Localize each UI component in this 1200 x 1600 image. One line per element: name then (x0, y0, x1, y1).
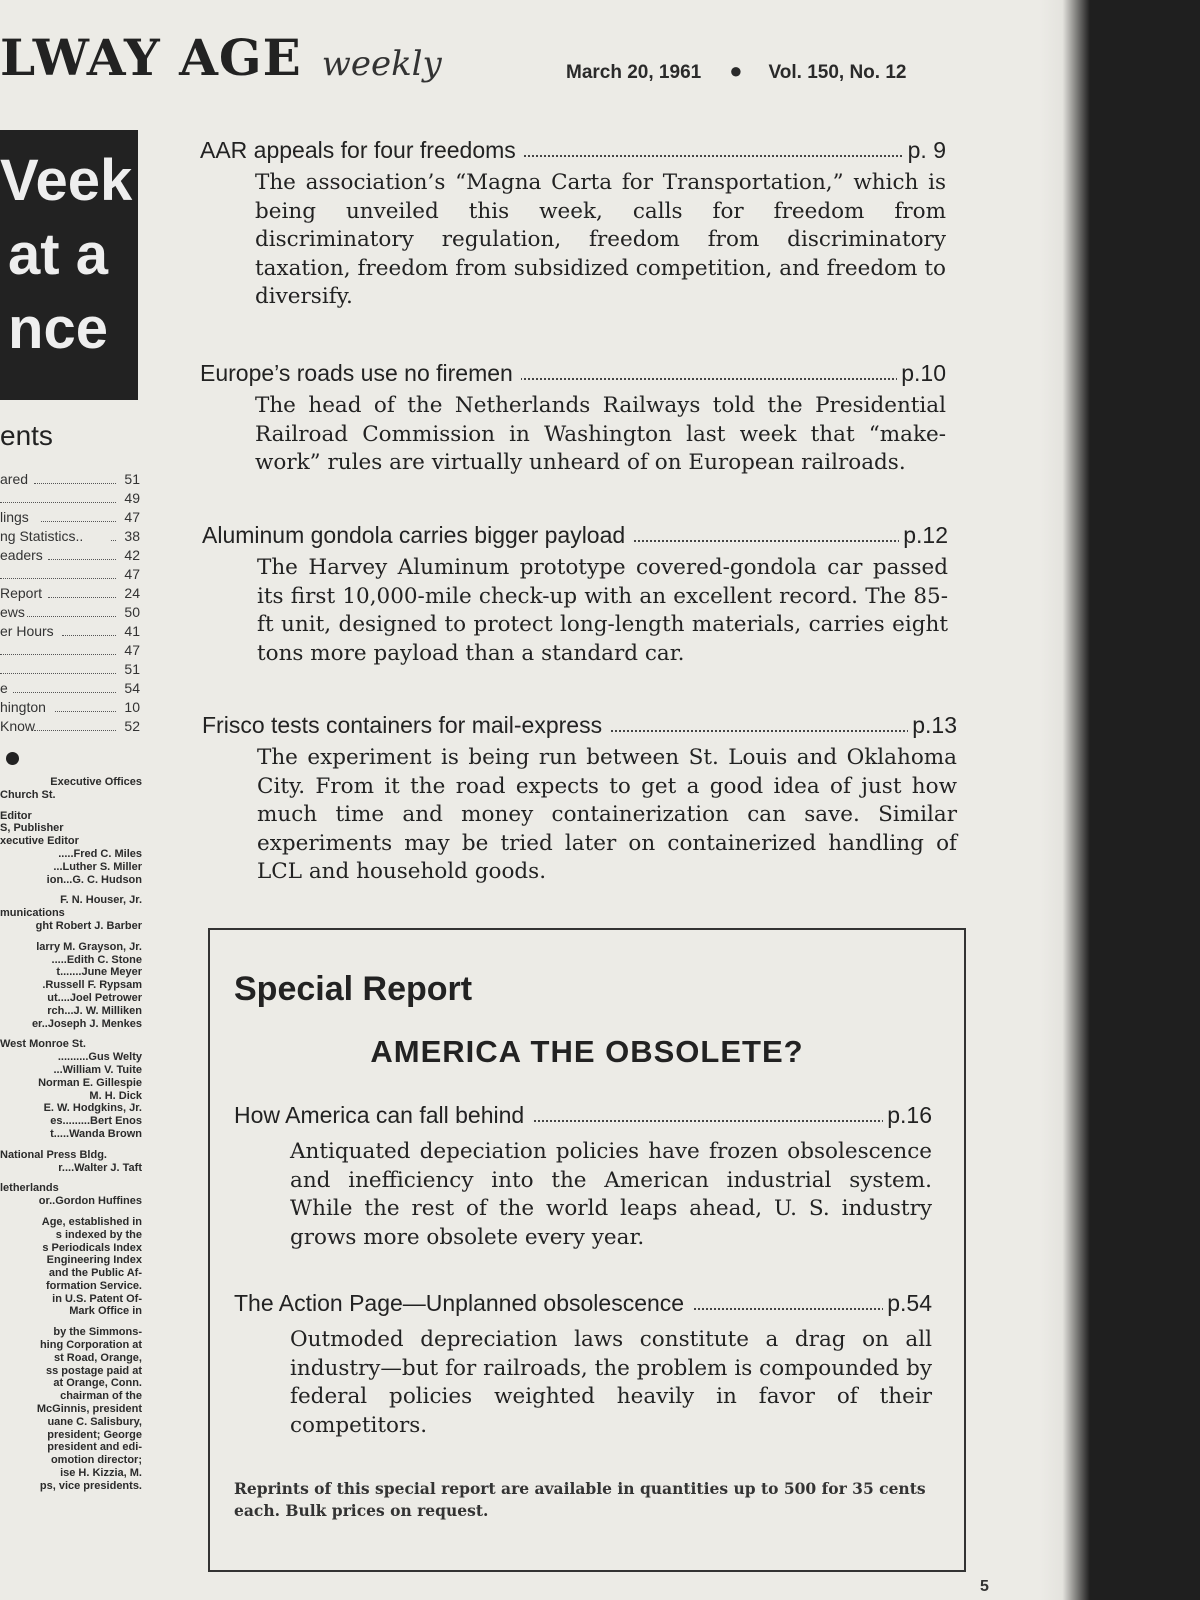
contents-item-page: 42 (124, 547, 140, 563)
staff-line: letherlands (0, 1182, 59, 1195)
contents-item[interactable] (0, 546, 140, 565)
article-frisco (202, 710, 957, 887)
article-headline-row[interactable] (200, 358, 946, 388)
dateline (566, 58, 906, 84)
contents-list (0, 470, 140, 736)
staff-line: ght Robert J. Barber (35, 919, 142, 932)
leader-dots (34, 730, 116, 731)
leader-dots (27, 616, 116, 617)
article-headline: How America can fall behind (234, 1102, 532, 1128)
article-headline: Aluminum gondola carries bigger payload (202, 522, 633, 548)
reprints-note: Reprints of this special report are available in quantities up to 500 for 35 cents each. Bulk prices on request. (234, 1479, 926, 1520)
week-block-line: nce (8, 296, 108, 361)
article-headline-row[interactable] (234, 1288, 932, 1318)
article-headline: Europe’s roads use no firemen (200, 360, 521, 386)
staff-line: s Periodicals Index (42, 1241, 142, 1254)
staff-line: hing Corporation at (39, 1339, 142, 1352)
staff-line: es.........Bert Enos (50, 1115, 142, 1128)
contents-item[interactable] (0, 584, 140, 603)
staff-line: .....Edith C. Stone (51, 953, 142, 966)
leader-dots (0, 673, 116, 674)
contents-item[interactable] (0, 698, 140, 717)
article-page: p.10 (897, 358, 946, 388)
contents-item-page: 47 (124, 509, 140, 525)
staff-line: t.....Wanda Brown (50, 1127, 142, 1140)
special-report-box (208, 928, 966, 1572)
staff-line: formation Service. (46, 1279, 142, 1292)
article-headline-row[interactable] (234, 1100, 932, 1130)
staff-line: uane C. Salisbury, (47, 1415, 142, 1428)
contents-item[interactable] (0, 565, 140, 584)
staff-line: ..........Gus Welty (57, 1051, 142, 1064)
article-summary: Antiquated depeciation policies have frozen obsolescence and inefficiency into the American industrial system. While the rest of the world leaps ahead, U. S. industry grows more obsolete every year. (290, 1139, 932, 1250)
leader-dots (0, 502, 116, 503)
article-page: p.54 (883, 1288, 932, 1318)
leader-dots (13, 692, 116, 693)
staff-masthead (0, 776, 142, 1493)
contents-item[interactable] (0, 717, 140, 736)
article-headline: AAR appeals for four freedoms (200, 137, 524, 163)
leader-dots (48, 559, 116, 560)
article-summary: The experiment is being run between St. Louis and Oklahoma City. From it the road expects to get a good idea of just how much time and money containerization can save. Similar experiments may be tried later on containerized handling of LCL and household goods. (257, 745, 957, 884)
staff-line: rch...J. W. Milliken (47, 1004, 142, 1017)
staff-line: in U.S. Patent Of- (52, 1292, 142, 1305)
staff-line: M. H. Dick (89, 1089, 142, 1102)
contents-item-page: 24 (124, 585, 140, 601)
contents-item-page: 51 (124, 661, 140, 677)
contents-item-page: 52 (124, 718, 140, 734)
week-block-line: at a (8, 222, 108, 287)
staff-gap (0, 886, 142, 894)
masthead-subtitle: weekly (321, 44, 442, 84)
staff-line: ...William V. Tuite (53, 1063, 142, 1076)
staff-gap (0, 802, 142, 810)
staff-line: larry M. Grayson, Jr. (36, 940, 142, 953)
week-at-a-glance-block (0, 130, 138, 400)
issue-date: March 20, 1961 (566, 62, 702, 83)
staff-line: F. N. Houser, Jr. (60, 894, 142, 907)
staff-line: Editor (0, 809, 32, 822)
staff-line: Engineering Index (46, 1254, 142, 1267)
staff-line: ion...G. C. Hudson (46, 873, 142, 886)
staff-line: omotion director; (50, 1454, 142, 1467)
staff-line: xecutive Editor (0, 835, 79, 848)
staff-gap (0, 1174, 142, 1182)
contents-heading: ents (0, 420, 53, 451)
contents-item-page: 38 (124, 528, 140, 544)
staff-line: S, Publisher (0, 822, 64, 835)
special-report-title: Special Report (234, 970, 473, 1008)
staff-line: Church St. (0, 788, 56, 801)
article-headline-row[interactable] (200, 135, 946, 165)
contents-item[interactable] (0, 470, 140, 489)
contents-item[interactable] (0, 603, 140, 622)
staff-line: ise H. Kizzia, M. (60, 1467, 142, 1480)
contents-item[interactable] (0, 527, 140, 546)
staff-line: .....Fred C. Miles (58, 847, 142, 860)
contents-item-title: lings (0, 509, 29, 525)
contents-item-title: e (0, 680, 8, 696)
week-block-line: Veek (0, 148, 133, 213)
staff-line: ut....Joel Petrower (47, 991, 142, 1004)
leader-dots (34, 483, 116, 484)
masthead (0, 28, 442, 87)
staff-line: West Monroe St. (0, 1038, 86, 1051)
leader-dots (62, 635, 116, 636)
article-summary: The Harvey Aluminum prototype covered-gondola car passed its first 10,000-mile check-up with an excellent record. The 85-ft unit, designed to protect long-length materials, carries eight tons more payload than a standard car. (257, 555, 948, 666)
staff-line: by the Simmons- (53, 1326, 142, 1339)
contents-item-page: 10 (124, 699, 140, 715)
contents-item-page: 50 (124, 604, 140, 620)
contents-item-page: 47 (124, 642, 140, 658)
staff-line: at Orange, Conn. (53, 1377, 142, 1390)
leader-dots (55, 711, 116, 712)
contents-item-title: er Hours (0, 623, 54, 639)
staff-gap (0, 1318, 142, 1326)
staff-line: Norman E. Gillespie (38, 1076, 142, 1089)
article-summary: Outmoded depreciation laws constitute a drag on all industry—but for railroads, the problem is compounded by federal policies weighted heavily in favor of their competitors. (290, 1327, 932, 1438)
staff-line: Mark Office in (69, 1305, 142, 1318)
leader-dots (111, 540, 116, 541)
article-aluminum-gondola (202, 520, 948, 668)
article-summary: The head of the Netherlands Railways told the Presidential Railroad Commission in Washington last week that “make-work” rules are virtually unheard of on European railroads. (255, 393, 946, 475)
contents-item-page: 54 (124, 680, 140, 696)
staff-line: r....Walter J. Taft (58, 1161, 142, 1174)
contents-item-title: ews (0, 604, 25, 620)
special-report-item (234, 1100, 932, 1252)
staff-line: s indexed by the (55, 1228, 142, 1241)
leader-dots (0, 578, 116, 579)
contents-item[interactable] (0, 679, 140, 698)
staff-line: E. W. Hodgkins, Jr. (43, 1102, 142, 1115)
article-aar (200, 135, 946, 312)
leader-dots (0, 654, 116, 655)
bullet-icon (6, 752, 19, 765)
article-headline-row[interactable] (202, 520, 948, 550)
page-edge-shadow (1040, 0, 1090, 1600)
staff-gap (0, 1208, 142, 1216)
contents-item[interactable] (0, 660, 140, 679)
staff-line: ...Luther S. Miller (53, 860, 142, 873)
page-number: 5 (980, 1578, 989, 1595)
contents-item[interactable] (0, 622, 140, 641)
staff-line: and the Public Af- (48, 1267, 142, 1280)
separator-dot-icon: ● (729, 58, 743, 83)
staff-line: ss postage paid at (46, 1364, 142, 1377)
staff-gap (0, 1141, 142, 1149)
article-europe (200, 358, 946, 478)
special-report-subtitle: AMERICA THE OBSOLETE? (370, 1034, 804, 1069)
staff-line: McGinnis, president (36, 1403, 142, 1416)
article-page: p.13 (908, 710, 957, 740)
staff-line: munications (0, 907, 65, 920)
staff-line: er..Joseph J. Menkes (31, 1017, 142, 1030)
staff-line: president; George (47, 1428, 142, 1441)
article-summary: The association’s “Magna Carta for Transportation,” which is being unveiled this week, calls for freedom from discriminatory regulation, freedom from discriminatory taxation, freedom from subsidized competition, and freedom to diversify. (255, 170, 946, 309)
staff-line: or..Gordon Huffines (38, 1195, 142, 1208)
staff-line: Executive Offices (50, 776, 142, 788)
staff-line: National Press Bldg. (0, 1148, 107, 1161)
contents-item-title: ared (0, 471, 29, 487)
contents-item-page: 41 (124, 623, 140, 639)
leader-dots (41, 521, 116, 522)
contents-item[interactable] (0, 508, 140, 527)
contents-item-title: Report (0, 585, 43, 601)
article-page: p. 9 (904, 135, 946, 165)
contents-item-page: 49 (124, 490, 140, 506)
leader-dots (48, 597, 116, 598)
staff-line: st Road, Orange, (53, 1351, 142, 1364)
contents-item-title: eaders (0, 547, 43, 563)
contents-item-page: 47 (124, 566, 140, 582)
staff-line: chairman of the (60, 1390, 142, 1403)
article-headline: The Action Page—Unplanned obsolescence (234, 1290, 692, 1316)
special-report-item (234, 1288, 932, 1440)
contents-item-title: Know (0, 718, 36, 734)
contents-item-page: 51 (124, 471, 140, 487)
article-page: p.12 (899, 520, 948, 550)
masthead-brand: LWAY AGE (0, 28, 302, 87)
staff-gap (0, 1030, 142, 1038)
article-page: p.16 (883, 1100, 932, 1130)
contents-item[interactable] (0, 641, 140, 660)
staff-line: Age, established in (41, 1215, 142, 1228)
staff-gap (0, 933, 142, 941)
contents-item[interactable] (0, 489, 140, 508)
staff-line: t.......June Meyer (56, 966, 142, 979)
staff-line: .Russell F. Rypsam (42, 979, 142, 992)
staff-line: ps, vice presidents. (39, 1479, 142, 1492)
article-headline: Frisco tests containers for mail-express (202, 712, 610, 738)
contents-item-title: ng Statistics.. (0, 528, 84, 544)
issue-volume: Vol. 150, No. 12 (768, 62, 907, 83)
article-headline-row[interactable] (202, 710, 957, 740)
staff-line: president and edi- (47, 1441, 142, 1454)
contents-item-title: hington (0, 699, 46, 715)
